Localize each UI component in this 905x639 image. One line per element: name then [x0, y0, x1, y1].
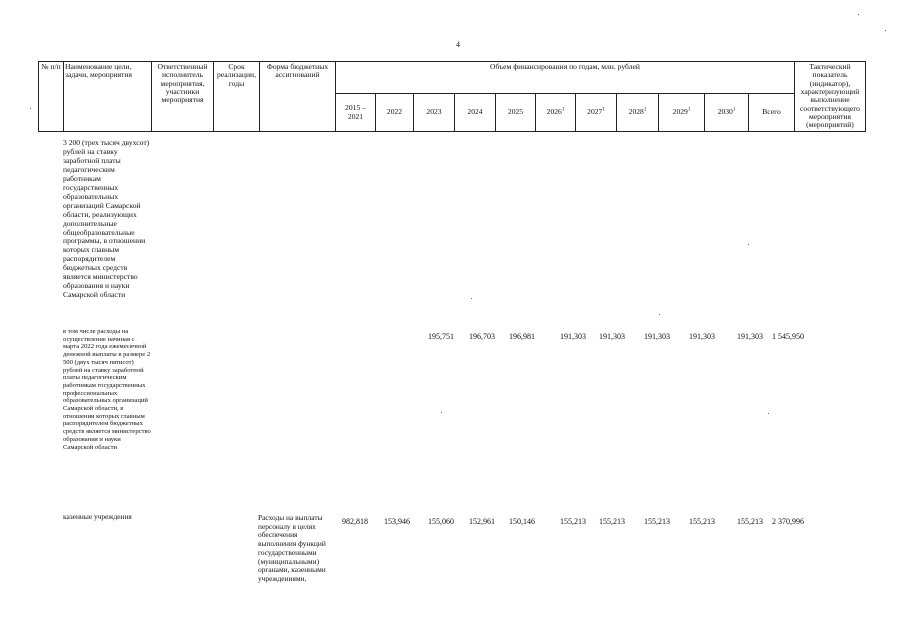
scan-speck	[471, 298, 472, 299]
footnote-mark: 1	[561, 107, 565, 113]
scan-speck	[885, 30, 886, 31]
header-executor: Ответственный исполнитель мероприятия, участники мероприятия	[152, 62, 214, 132]
row3-value-2015-2021: 982,818	[342, 517, 368, 526]
row-description-1: 3 200 (трех тысяч двухсот) рублей на ставку заработной платы педагогическим работникам государственных образовательных организаций Самарской области, реализующих дополнительные общеобразовательные программы, в отношении которых главным распорядителем бюджетных средств является министерство образования и науки Самарской области	[63, 138, 150, 300]
row3-value-2025: 150,146	[509, 517, 535, 526]
header-year-2030: 2030$^1$	[705, 94, 749, 132]
header-year-2015-2021: 2015 – 2021	[336, 94, 376, 132]
footnote-mark: 1	[643, 107, 647, 113]
scan-speck	[768, 413, 769, 414]
row2-value-2025: 196,981	[509, 332, 535, 341]
header-num: № п/п	[39, 62, 64, 132]
row2-value-2023: 195,751	[428, 332, 454, 341]
row3-value-2026: 155,213	[560, 517, 586, 526]
header-year-2028: 2028$^1$	[617, 94, 659, 132]
header-year-2029: 2029$^1$	[659, 94, 705, 132]
row3-value-2029: 155,213	[689, 517, 715, 526]
row2-value-2029: 191,303	[689, 332, 715, 341]
row3-value-2022: 153,946	[384, 517, 410, 526]
row2-value-2028: 191,303	[644, 332, 670, 341]
scan-speck	[659, 314, 660, 315]
row2-value-2026: 191,303	[560, 332, 586, 341]
header-term: Срок реализации, годы	[214, 62, 260, 132]
row-description-3: казенные учреждения	[63, 512, 132, 521]
header-indicator: Тактический показатель (индикатор), характеризующий выполнение соответствующего мероприятия (мероприятий)	[795, 62, 866, 132]
header-name: Наименование цели, задачи, мероприятия	[64, 62, 152, 132]
header-year-2024: 2024	[455, 94, 496, 132]
row2-value-2030: 191,303	[737, 332, 763, 341]
footnote-mark: 1	[687, 107, 691, 113]
header-year-2027: 2027$^1$	[576, 94, 617, 132]
scan-speck	[441, 412, 442, 413]
row2-value-2024: 196,703	[469, 332, 495, 341]
row3-value-2023: 155,060	[428, 517, 454, 526]
row2-value-total: 1 545,950	[772, 332, 804, 341]
row3-value-2030: 155,213	[737, 517, 763, 526]
header-year-2022: 2022	[376, 94, 414, 132]
row-description-2: в том числе расходы на осуществление начиная с марта 2022 года ежемесячной денежной выплаты в размере 2 500 (двух тысяч пятисот) рублей на ставку заработной платы педагогическим работникам государственных профессиональных образовательных организаций Самарской области, в отношении которых главным распорядителем бюджетных средств является министерство образования и науки Самарской области	[63, 328, 151, 451]
header-year-2023: 2023	[414, 94, 455, 132]
header-year-2025: 2025	[496, 94, 536, 132]
header-form: Форма бюджетных ассигнований	[260, 62, 336, 132]
scan-speck	[748, 244, 749, 245]
row3-value-2027: 155,213	[599, 517, 625, 526]
header-year-2026: 2026$^1$	[536, 94, 576, 132]
footnote-mark: 1	[732, 107, 736, 113]
row2-value-2027: 191,303	[599, 332, 625, 341]
header-total: Всего	[749, 94, 795, 132]
row3-value-total: 2 370,996	[772, 517, 804, 526]
row3-value-2024: 152,961	[469, 517, 495, 526]
footnote-mark: 1	[602, 107, 605, 113]
scan-speck	[30, 108, 31, 109]
budget-table-header	[38, 61, 866, 132]
header-funding: Объем финансирования по годам, млн. рублей	[336, 62, 795, 94]
scan-speck	[858, 14, 859, 15]
row3-budget-form: Расходы на выплаты персоналу в целях обеспечения выполнения функций государственными (муниципальными) органами, казенными учреждениями,	[258, 513, 326, 584]
row3-value-2028: 155,213	[644, 517, 670, 526]
page-number: 4	[456, 40, 460, 49]
